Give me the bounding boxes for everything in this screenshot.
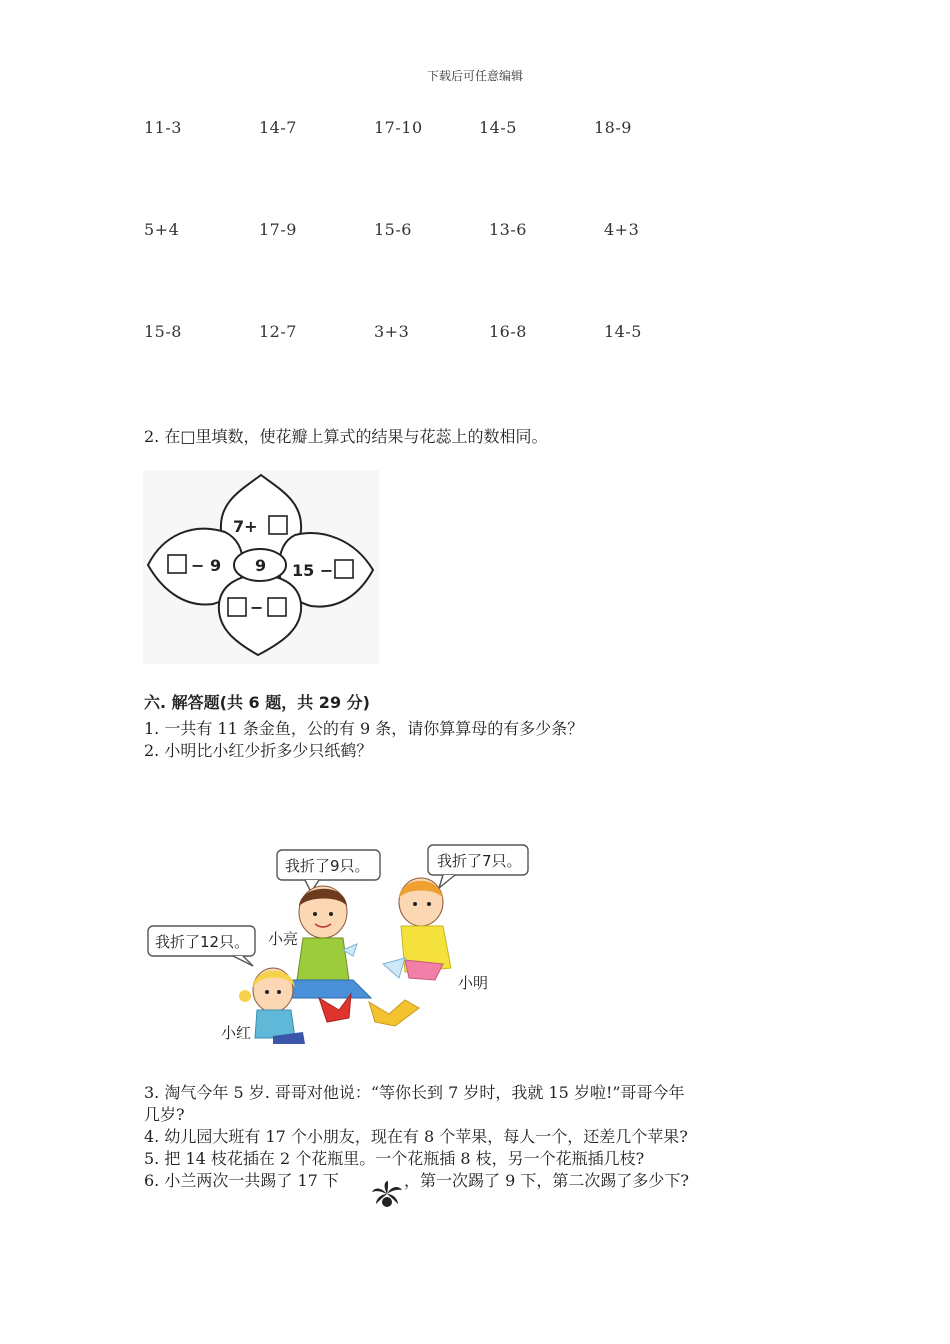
calc-item: 15-6	[374, 220, 412, 239]
bubble-text-xiaoming: 我折了7只。	[437, 852, 522, 870]
section-6-title: 六. 解答题(共 6 题，共 29 分)	[144, 693, 370, 712]
question-6-6-part-1: 6. 小兰两次一共踢了 17 下	[144, 1171, 339, 1190]
question-2-title: 2. 在□里填数，使花瓣上算式的结果与花蕊上的数相同。	[144, 427, 548, 446]
name-label-xiaohong: 小红	[221, 1024, 252, 1042]
page-header: 下载后可任意编辑	[426, 69, 523, 83]
question-6-6-part-2: ，第一次踢了 9 下，第二次踢了多少下?	[404, 1171, 689, 1190]
name-label-xiaoliang: 小亮	[268, 930, 299, 948]
calc-item: 18-9	[594, 118, 632, 137]
shuttlecock-icon	[370, 1180, 404, 1210]
calc-item: 14-5	[479, 118, 517, 137]
calc-item: 14-7	[259, 118, 297, 137]
question-6-3-line-1: 3. 淘气今年 5 岁. 哥哥对他说：“等你长到 7 岁时，我就 15 岁啦!”哥哥今年	[144, 1083, 685, 1102]
calc-item: 17-9	[259, 220, 297, 239]
bubble-text-xiaoliang: 我折了9只。	[285, 857, 370, 875]
flower-diagram	[143, 470, 379, 664]
question-6-3-line-2: 几岁?	[144, 1105, 185, 1124]
right-petal-expression: 15 −	[292, 561, 334, 580]
calc-item: 17-10	[374, 118, 423, 137]
calc-item: 5+4	[144, 220, 180, 239]
calc-item: 13-6	[489, 220, 527, 239]
calc-item: 15-8	[144, 322, 182, 341]
calc-item: 16-8	[489, 322, 527, 341]
question-6-1: 1. 一共有 11 条金鱼，公的有 9 条，请你算算母的有多少条？	[144, 719, 584, 738]
paper-cranes	[319, 994, 419, 1026]
question-6-2: 2. 小明比小红少折多少只纸鹤？	[144, 741, 373, 760]
left-petal-expression: − 9	[191, 556, 222, 575]
bottom-petal-operator: −	[250, 598, 264, 617]
xiaoming-figure	[383, 878, 451, 980]
flower-center-number: 9	[255, 556, 267, 575]
paper-crane-illustration	[143, 840, 538, 1050]
name-label-xiaoming: 小明	[458, 974, 489, 992]
calc-item: 3+3	[374, 322, 410, 341]
calc-item: 11-3	[144, 118, 182, 137]
calc-item: 12-7	[259, 322, 297, 341]
bubble-text-xiaohong: 我折了12只。	[155, 933, 250, 951]
question-6-4: 4. 幼儿园大班有 17 个小朋友，现在有 8 个苹果，每人一个，还差几个苹果?	[144, 1127, 688, 1146]
question-6-5: 5. 把 14 枝花插在 2 个花瓶里。一个花瓶插 8 枝，另一个花瓶插几枝?	[144, 1149, 645, 1168]
calc-item: 14-5	[604, 322, 642, 341]
top-petal-expression: 7+	[233, 517, 258, 536]
calc-item: 4+3	[604, 220, 640, 239]
